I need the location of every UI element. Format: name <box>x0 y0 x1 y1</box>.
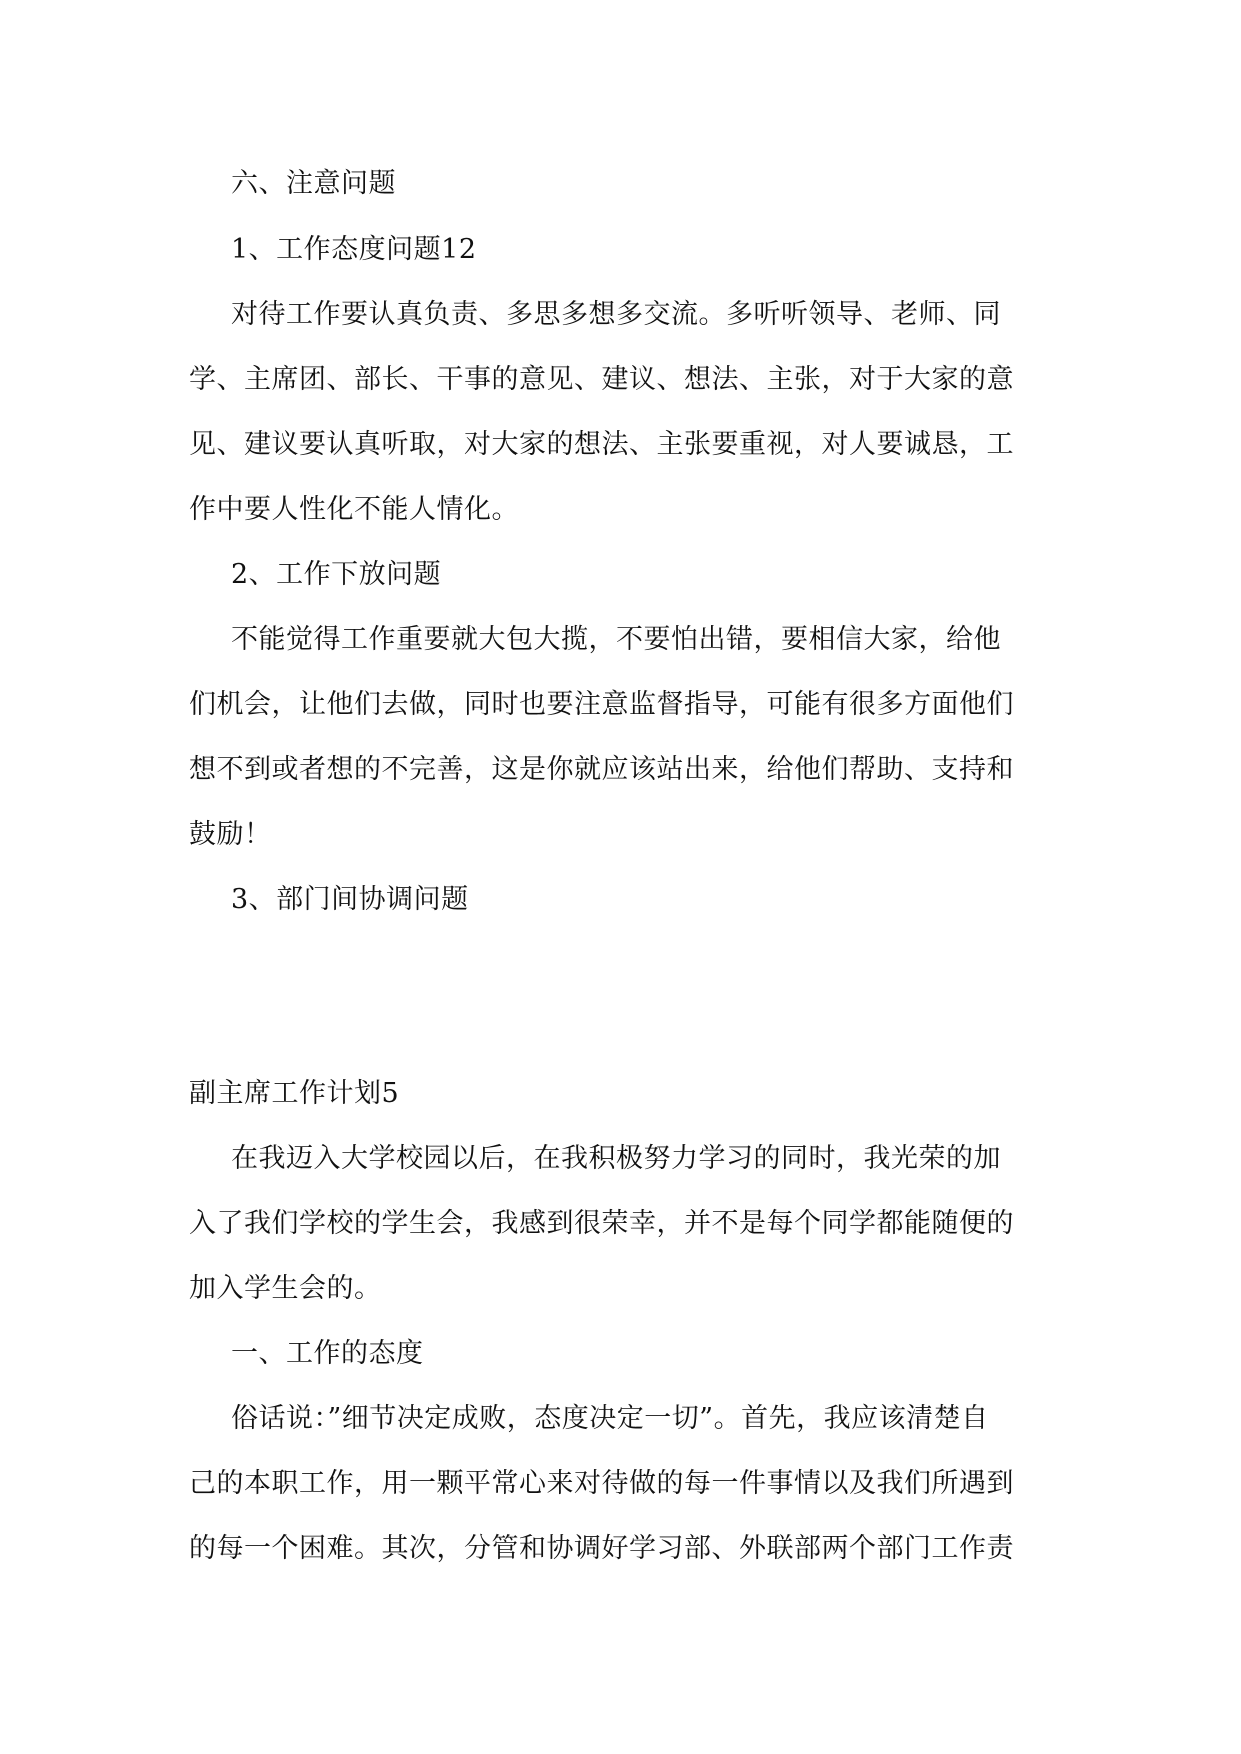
paragraph-line: 对待工作要认真负责、多思多想多交流。多听听领导、老师、同 <box>231 299 1001 330</box>
item-title: 1、工作态度问题12 <box>231 234 477 265</box>
item-title: 3、部门间协调问题 <box>231 884 469 915</box>
paragraph-line: 见、建议要认真听取，对大家的想法、主张要重视，对人要诚恳，工 <box>189 429 1014 460</box>
document-title: 副主席工作计划5 <box>189 1078 400 1109</box>
section-heading: 一、工作的态度 <box>231 1338 424 1369</box>
paragraph-line: 的每一个困难。其次，分管和协调好学习部、外联部两个部门工作责 <box>189 1533 1014 1564</box>
paragraph-line: 在我迈入大学校园以后，在我积极努力学习的同时，我光荣的加 <box>231 1143 1001 1174</box>
paragraph-line: 己的本职工作，用一颗平常心来对待做的每一件事情以及我们所遇到 <box>189 1468 1014 1499</box>
paragraph-line: 学、主席团、部长、干事的意见、建议、想法、主张，对于大家的意 <box>189 364 1014 395</box>
paragraph-line: 作中要人性化不能人情化。 <box>189 494 519 525</box>
paragraph-line: 入了我们学校的学生会，我感到很荣幸，并不是每个同学都能随便的 <box>189 1208 1014 1239</box>
paragraph-line: 加入学生会的。 <box>189 1273 382 1304</box>
paragraph-line: 鼓励！ <box>189 819 272 850</box>
paragraph-line: 不能觉得工作重要就大包大揽，不要怕出错，要相信大家，给他 <box>231 624 1001 655</box>
paragraph-line: 俗话说：”细节决定成败，态度决定一切”。首先，我应该清楚自 <box>231 1403 989 1434</box>
paragraph-line: 们机会，让他们去做，同时也要注意监督指导，可能有很多方面他们 <box>189 689 1014 720</box>
item-title: 2、工作下放问题 <box>231 559 442 590</box>
paragraph-line: 想不到或者想的不完善，这是你就应该站出来，给他们帮助、支持和 <box>189 754 1014 785</box>
section-heading: 六、注意问题 <box>231 168 396 199</box>
